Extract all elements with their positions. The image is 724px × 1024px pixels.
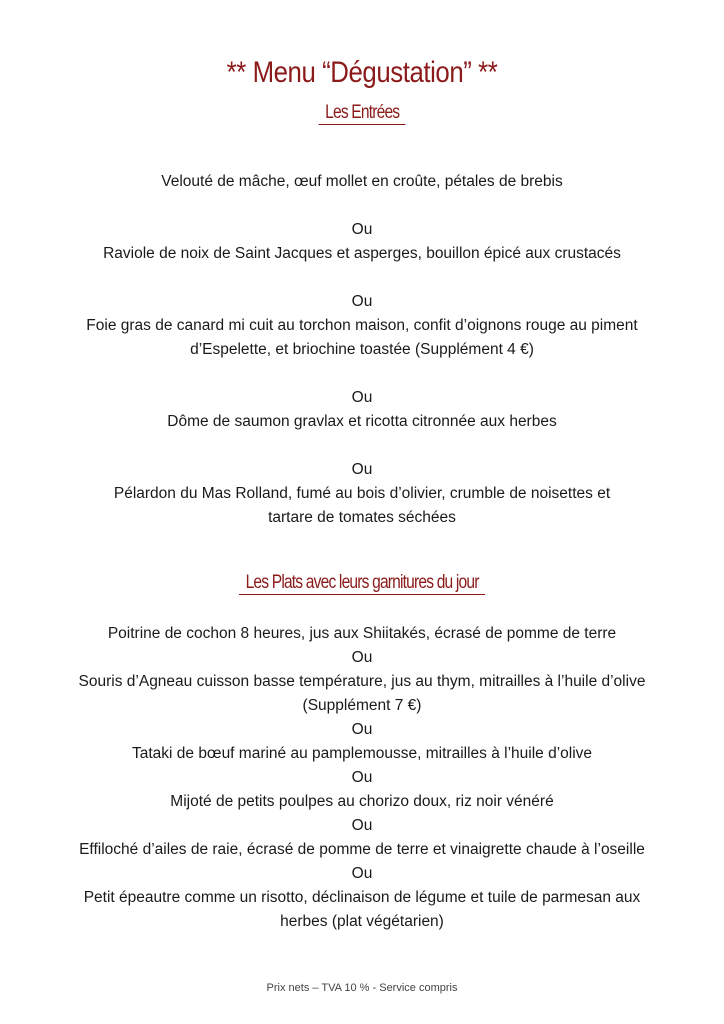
menu-title: ** Menu “Dégustation” ** bbox=[226, 56, 498, 89]
plat-separator: Ou bbox=[351, 865, 373, 882]
plat-item: Petit épeautre comme un risotto, déclinaison de légume et tuile de parmesan aux herbes (plat végétarien) bbox=[83, 889, 641, 930]
entree-separator: Ou bbox=[351, 293, 373, 310]
plats-heading bbox=[0, 572, 724, 595]
entree-separator: Ou bbox=[351, 461, 373, 478]
plats-heading-label: Les Plats avec leurs garnitures du jour bbox=[239, 572, 485, 595]
entree-item: Pélardon du Mas Rolland, fumé au bois d’olivier, crumble de noisettes et tartare de tomates séchées bbox=[113, 485, 611, 526]
entree-item: Foie gras de canard mi cuit au torchon maison, confit d’oignons rouge au piment d’Espelette, et briochine toastée (Supplément 4 €) bbox=[86, 317, 638, 358]
plat-item: Mijoté de petits poulpes au chorizo doux, riz noir vénéré bbox=[170, 793, 554, 810]
plat-separator: Ou bbox=[351, 817, 373, 834]
entree-separator: Ou bbox=[351, 389, 373, 406]
entree-item: Velouté de mâche, œuf mollet en croûte, pétales de brebis bbox=[161, 173, 563, 190]
entrees-heading bbox=[0, 102, 724, 125]
entree-item: Dôme de saumon gravlax et ricotta citronnée aux herbes bbox=[167, 413, 557, 430]
entrees-heading-label: Les Entrées bbox=[318, 102, 405, 125]
plat-item: Effiloché d’ailes de raie, écrasé de pomme de terre et vinaigrette chaude à l’oseille bbox=[79, 841, 645, 858]
plat-item: Tataki de bœuf mariné au pamplemousse, mitrailles à l’huile d’olive bbox=[131, 745, 593, 762]
entree-separator: Ou bbox=[351, 221, 373, 238]
entree-item: Raviole de noix de Saint Jacques et asperges, bouillon épicé aux crustacés bbox=[103, 245, 621, 262]
plat-separator: Ou bbox=[351, 721, 373, 738]
plat-separator: Ou bbox=[351, 769, 373, 786]
price-footer: Prix nets – TVA 10 % - Service compris bbox=[266, 982, 458, 994]
plat-item: Souris d’Agneau cuisson basse température, jus au thym, mitrailles à l’huile d’olive (Supplément 7 €) bbox=[78, 673, 646, 714]
plat-separator: Ou bbox=[351, 649, 373, 666]
plat-item: Poitrine de cochon 8 heures, jus aux Shiitakés, écrasé de pomme de terre bbox=[107, 625, 617, 642]
